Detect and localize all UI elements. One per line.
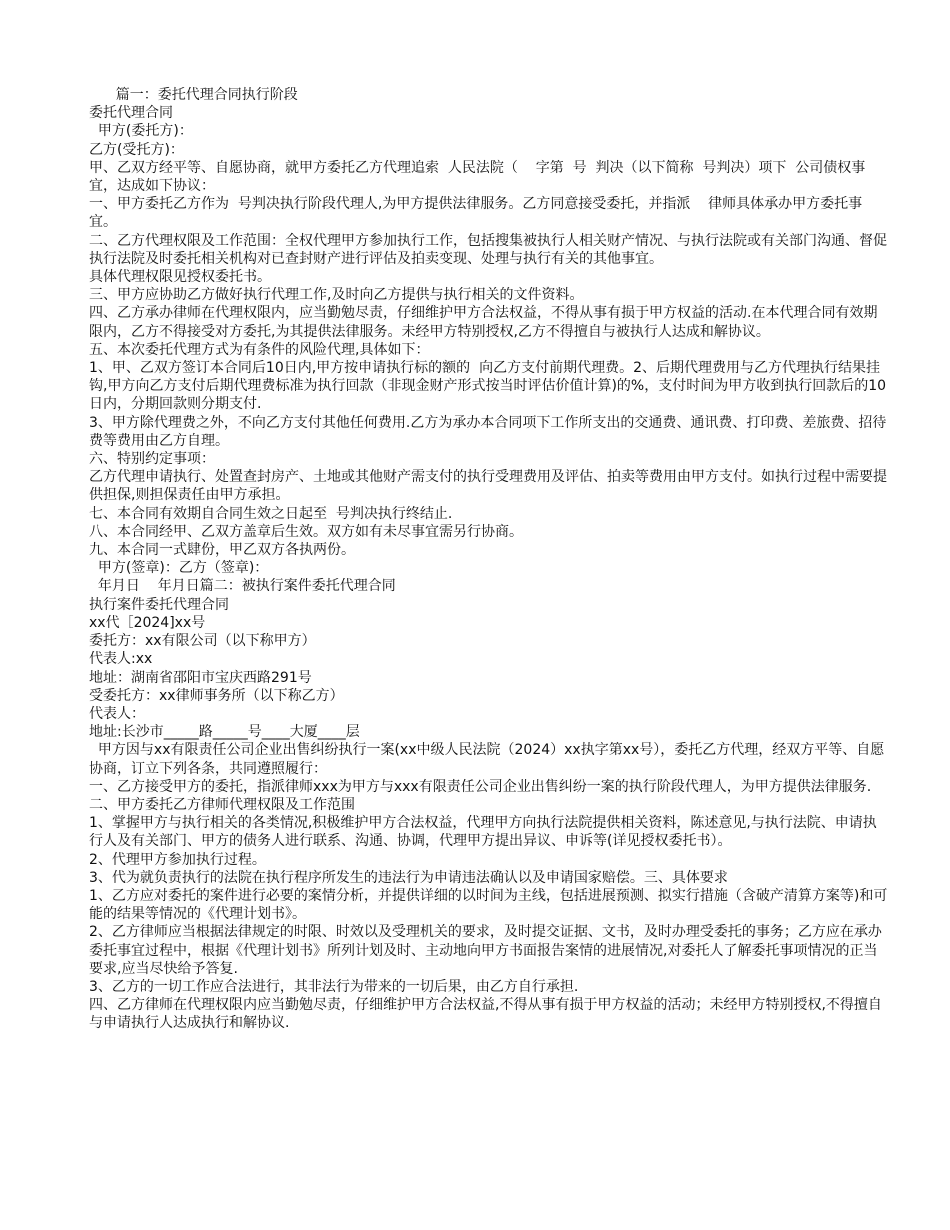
address-line: 地址:长沙市_____路_____号____大厦____层: [89, 724, 360, 741]
clause-9: 九、本合同一式肆份，甲乙双方各执两份。: [89, 542, 355, 559]
sub-clause: 3、乙方的一切工作应合法进行，其非法行为带来的一切后果，由乙方自行承担.: [89, 978, 579, 995]
party-a-line: 甲方(委托方)：: [89, 123, 193, 140]
section-heading-1: 篇一：委托代理合同执行阶段: [89, 87, 298, 103]
clause-4: 四、乙方律师在代理权限内应当勤勉尽责，仔细维护甲方合法权益,不得从事有损于甲方权益的活动；未经甲方特别授权,不得擅自与申请执行人达成执行和解协议.: [89, 997, 882, 1032]
date-line: 年月日 年月日篇二：被执行案件委托代理合同: [89, 578, 396, 595]
sub-clause: 1、掌握甲方与执行相关的各类情况,积极维护甲方合法权益，代理甲方向执行法院提供相关资料，陈述意见,与执行法院、申请执行人及有关部门、甲方的债务人进行联系、沟通、协调，代理甲方提出异议、申诉等(详见授权委托书）。: [89, 815, 877, 850]
sub-clause: 3、代为就负责执行的法院在执行程序所发生的违法行为申请违法确认以及申请国家赔偿。三、具体要求: [89, 869, 728, 886]
paragraph: 乙方代理申请执行、处置查封房产、土地或其他财产需支付的执行受理费用及评估、拍卖等费用由甲方支付。如执行过程中需要提供担保,则担保责任由甲方承担。: [89, 469, 887, 504]
client-line: 委托方：xx有限公司（以下称甲方）: [89, 633, 316, 650]
sub-clause: 2、代理甲方参加执行过程。: [89, 851, 266, 868]
representative-line: 代表人:xx: [89, 651, 153, 668]
contract-title-2: 执行案件委托代理合同: [89, 596, 229, 613]
clause-8: 八、本合同经甲、乙双方盖章后生效。双方如有未尽事宜需另行协商。: [89, 523, 523, 540]
paragraph: 甲方因与xx有限责任公司企业出售纠纷执行一案(xx中级人民法院（2024）xx执字第xx号），委托乙方代理，经双方平等、自愿协商，订立下列各条，共同遵照履行：: [89, 742, 885, 777]
contract-number: xx代［2024]xx号: [89, 614, 206, 631]
address-line: 地址：湖南省邵阳市宝庆西路291号: [89, 669, 312, 686]
sub-clause: 2、乙方律师应当根据法律规定的时限、时效以及受理机关的要求，及时提交证据、文书，及时办理受委托的事务；乙方应在承办委托事宜过程中，根据《代理计划书》所列计划及时、主动地向甲方书面报告案情的进展情况,对委托人了解委托事项情况的正当要求,应当尽快给予答复.: [89, 924, 882, 977]
clause-7: 七、本合同有效期自合同生效之日起至 号判决执行终结止.: [89, 505, 453, 522]
clause-6: 六、特别约定事项：: [89, 451, 215, 468]
clause-4: 四、乙方承办律师在代理权限内，应当勤勉尽责，仔细维护甲方合法权益，不得从事有损于甲方权益的活动.在本代理合同有效期限内，乙方不得接受对方委托,为其提供法律服务。未经甲方特别授权,乙方不得擅自与被执行人达成和解协议。: [89, 305, 878, 340]
clause-2: 二、甲方委托乙方律师代理权限及工作范围: [89, 796, 355, 813]
agent-line: 受委托方：xx律师事务所（以下称乙方）: [89, 687, 344, 704]
sub-clause: 1、甲、乙双方签订本合同后10日内,甲方按申请执行标的额的 向乙方支付前期代理费。2、后期代理费用与乙方代理执行结果挂钩,甲方向乙方支付后期代理费标准为执行回款（非现金财产形式按当时评估价值计算)的%，支付时间为甲方收到执行回款后的10日内，分期回款则分期支付.: [89, 360, 887, 413]
sub-clause: 3、甲方除代理费之外，不向乙方支付其他任何费用.乙方为承办本合同项下工作所支出的交通费、通讯费、打印费、差旅费、招待费等费用由乙方自理。: [89, 414, 887, 449]
signature-line: 甲方(签章)：乙方（签章)：: [89, 560, 269, 577]
paragraph: 具体代理权限见授权委托书。: [89, 269, 271, 286]
sub-clause: 1、乙方应对委托的案件进行必要的案情分析，并提供详细的以时间为主线，包括进展预测、拟实行措施（含破产清算方案等)和可能的结果等情况的《代理计划书》。: [89, 887, 888, 923]
clause-3: 三、甲方应协助乙方做好执行代理工作,及时向乙方提供与执行相关的文件资料。: [89, 287, 584, 304]
clause-2: 二、乙方代理权限及工作范围：全权代理甲方参加执行工作，包括搜集被执行人相关财产情况、与执行法院或有关部门沟通、督促执行法院及时委托相关机构对已查封财产进行评估及拍卖变现、处理与执行有关的其他事宜。: [89, 232, 887, 267]
clause-5: 五、本次委托代理方式为有条件的风险代理,具体如下：: [89, 341, 430, 358]
paragraph: 甲、乙双方经平等、自愿协商，就甲方委托乙方代理追索 人民法院（ 字第 号 判决（以下简称 号判决）项下 公司债权事宜，达成如下协议：: [89, 159, 866, 195]
contract-title: 委托代理合同: [89, 105, 173, 122]
clause-1: 一、甲方委托乙方作为 号判决执行阶段代理人,为甲方提供法律服务。乙方同意接受委托，并指派 律师具体承办甲方委托事宜。: [89, 196, 863, 231]
representative-line: 代表人：: [89, 705, 145, 722]
party-b-line: 乙方(受托方)：: [89, 141, 184, 158]
clause-1: 一、乙方接受甲方的委托，指派律师xxx为甲方与xxx有限责任公司企业出售纠纷一案的执行阶段代理人，为甲方提供法律服务.: [89, 778, 872, 795]
